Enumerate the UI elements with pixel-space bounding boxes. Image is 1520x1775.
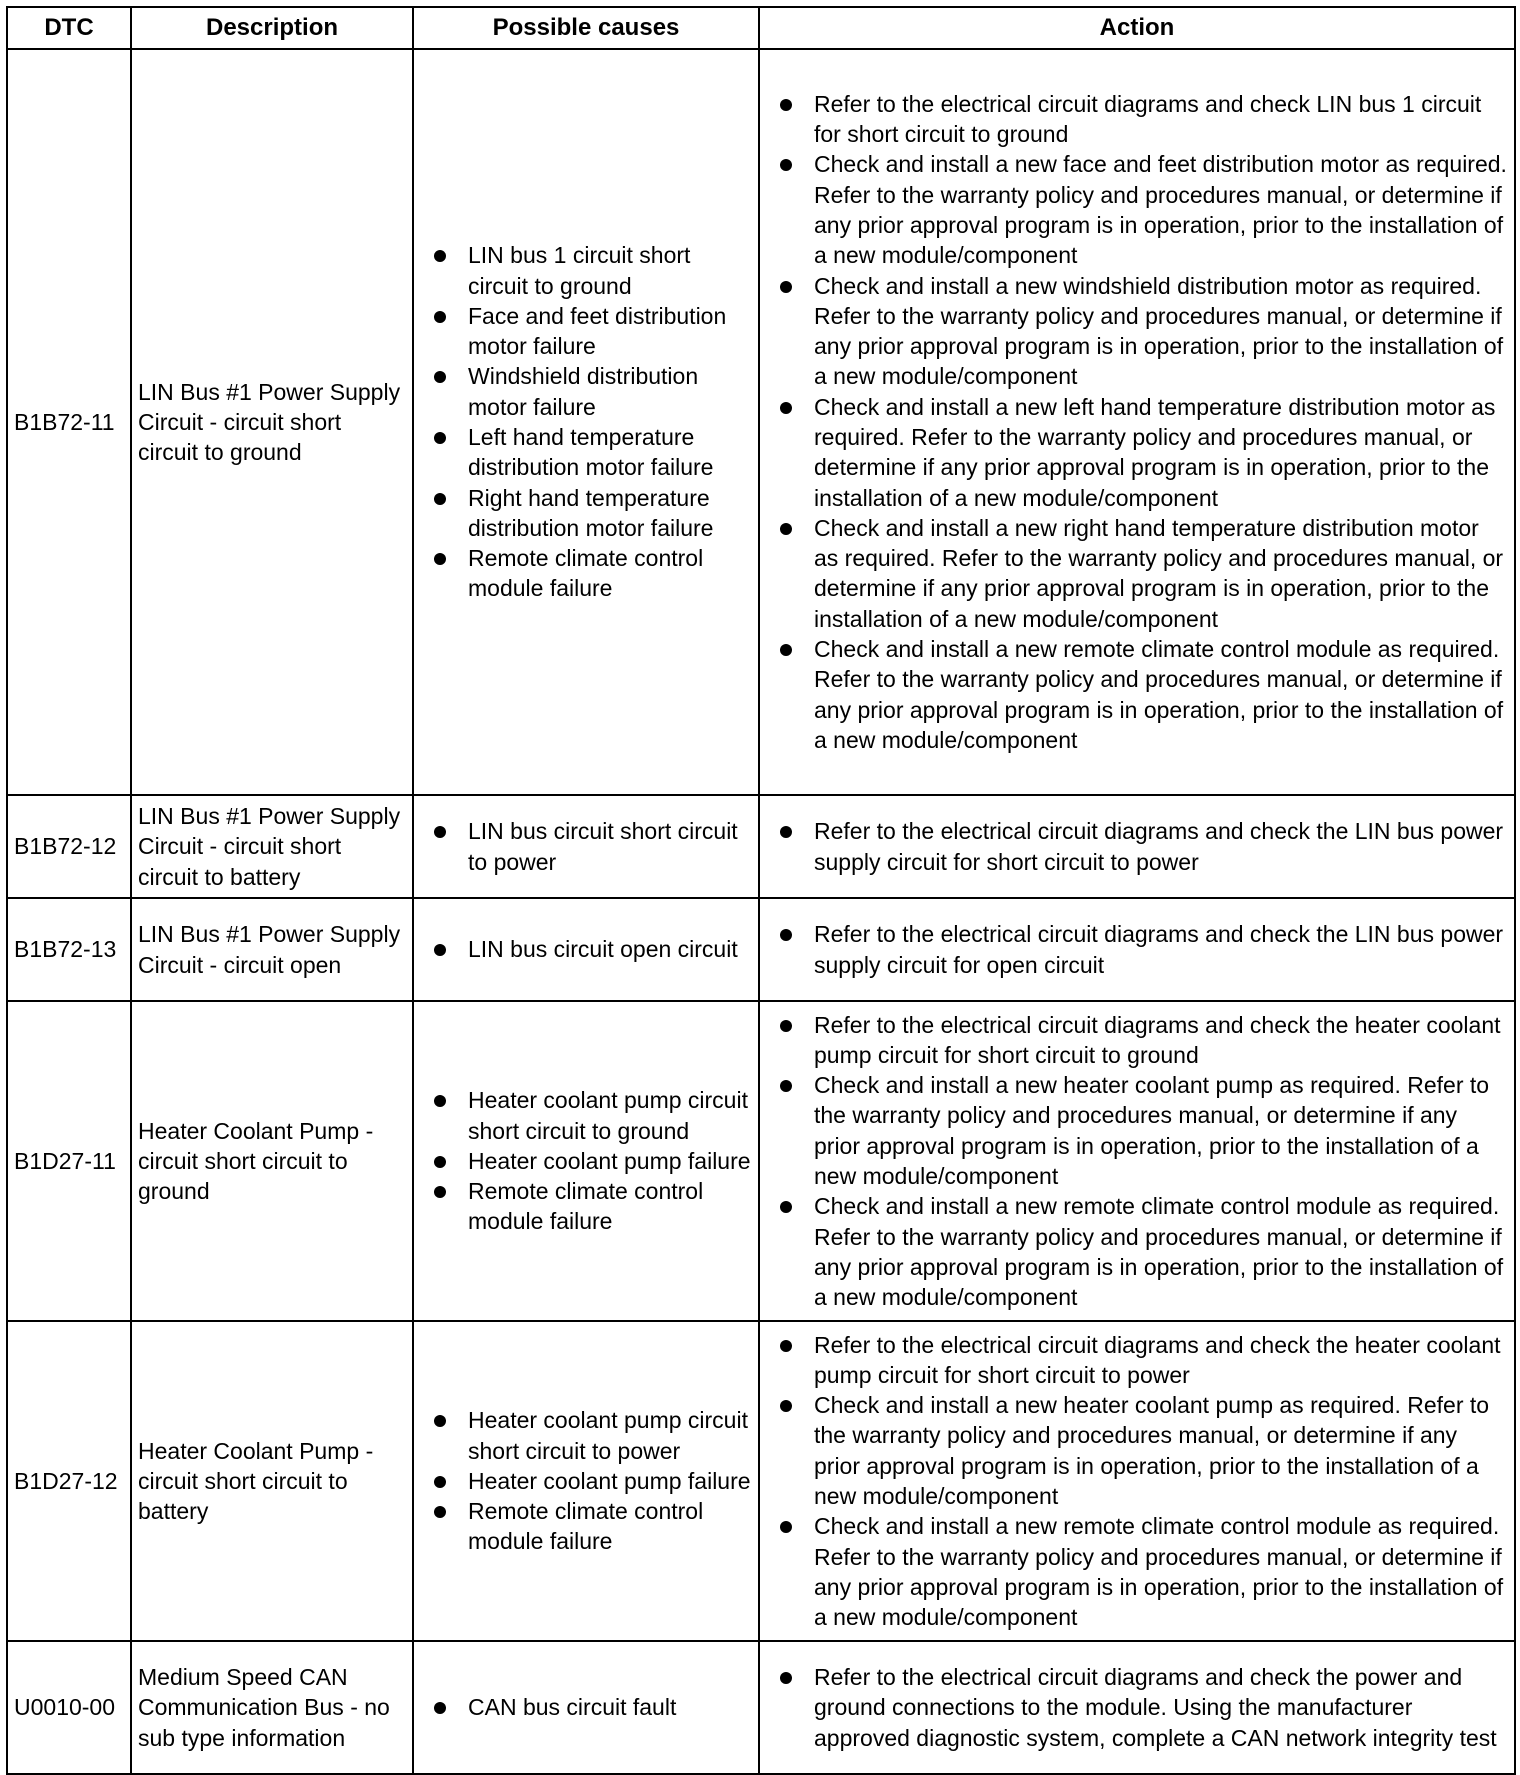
table-row <box>7 1641 1515 1774</box>
action-cell <box>759 795 1515 898</box>
table-row <box>7 795 1515 898</box>
action-list-item: Refer to the electrical circuit diagrams and check the heater coolant pump circuit for short circuit to ground <box>814 1010 1508 1071</box>
possible-causes-list <box>420 816 752 877</box>
cause-list-item: Remote climate control module failure <box>468 543 752 604</box>
action-list-item: Check and install a new right hand temperature distribution motor as required. Refer to the warranty policy and procedures manual, or determine if any prior approval program is in operation, prior to the installation of a new module/component <box>814 513 1508 634</box>
action-list <box>766 816 1508 877</box>
cause-list-item: Remote climate control module failure <box>468 1176 752 1237</box>
cause-list-item: Windshield distribution motor failure <box>468 361 752 422</box>
action-list-item: Check and install a new remote climate control module as required. Refer to the warranty policy and procedures manual, or determine if any prior approval program is in operation, prior to the installation of a new module/component <box>814 1511 1508 1632</box>
header-possible-causes: Possible causes <box>413 7 759 49</box>
dtc-code: U0010-00 <box>7 1641 131 1774</box>
cause-list-item: Heater coolant pump circuit short circuit to power <box>468 1405 752 1466</box>
action-list-item: Refer to the electrical circuit diagrams and check LIN bus 1 circuit for short circuit to ground <box>814 89 1508 150</box>
possible-causes-cell <box>413 1001 759 1321</box>
possible-causes-list <box>420 1405 752 1556</box>
possible-causes-cell <box>413 898 759 1001</box>
action-cell <box>759 898 1515 1001</box>
action-cell <box>759 1001 1515 1321</box>
action-list-item: Refer to the electrical circuit diagrams and check the heater coolant pump circuit for short circuit to power <box>814 1330 1508 1391</box>
action-list-item: Check and install a new windshield distribution motor as required. Refer to the warranty policy and procedures manual, or determine if any prior approval program is in operation, prior to the installation of a new module/component <box>814 271 1508 392</box>
action-list <box>766 919 1508 980</box>
action-list-item: Check and install a new face and feet distribution motor as required. Refer to the warranty policy and procedures manual, or determine if any prior approval program is in operation, prior to the installation of a new module/component <box>814 149 1508 270</box>
dtc-code: B1B72-13 <box>7 898 131 1001</box>
action-cell <box>759 1321 1515 1641</box>
possible-causes-list <box>420 934 752 964</box>
cause-list-item: Right hand temperature distribution motor failure <box>468 483 752 544</box>
dtc-description: LIN Bus #1 Power Supply Circuit - circuit open <box>131 898 413 1001</box>
cause-list-item: LIN bus 1 circuit short circuit to ground <box>468 240 752 301</box>
cause-list-item: Heater coolant pump failure <box>468 1146 752 1176</box>
possible-causes-cell <box>413 49 759 795</box>
dtc-description: Heater Coolant Pump - circuit short circuit to ground <box>131 1001 413 1321</box>
table-row <box>7 1001 1515 1321</box>
dtc-code: B1B72-12 <box>7 795 131 898</box>
header-description: Description <box>131 7 413 49</box>
action-cell <box>759 1641 1515 1774</box>
action-list-item: Refer to the electrical circuit diagrams and check the power and ground connections to the module. Using the manufacturer approved diagnostic system, complete a CAN network integrity test <box>814 1662 1508 1753</box>
possible-causes-list <box>420 1692 752 1722</box>
header-dtc: DTC <box>7 7 131 49</box>
table-row <box>7 49 1515 795</box>
action-list <box>766 89 1508 756</box>
cause-list-item: LIN bus circuit short circuit to power <box>468 816 752 877</box>
table-row <box>7 1321 1515 1641</box>
dtc-description: LIN Bus #1 Power Supply Circuit - circuit short circuit to battery <box>131 795 413 898</box>
dtc-table <box>6 6 1516 1775</box>
cause-list-item: Heater coolant pump failure <box>468 1466 752 1496</box>
action-list <box>766 1330 1508 1633</box>
action-list <box>766 1010 1508 1313</box>
action-list-item: Check and install a new remote climate control module as required. Refer to the warranty policy and procedures manual, or determine if any prior approval program is in operation, prior to the installation of a new module/component <box>814 1191 1508 1312</box>
action-list-item: Refer to the electrical circuit diagrams and check the LIN bus power supply circuit for short circuit to power <box>814 816 1508 877</box>
dtc-description: Heater Coolant Pump - circuit short circuit to battery <box>131 1321 413 1641</box>
action-list <box>766 1662 1508 1753</box>
dtc-code: B1B72-11 <box>7 49 131 795</box>
action-list-item: Check and install a new heater coolant pump as required. Refer to the warranty policy and procedures manual, or determine if any prior approval program is in operation, prior to the installation of a new module/component <box>814 1070 1508 1191</box>
dtc-code: B1D27-12 <box>7 1321 131 1641</box>
dtc-description: Medium Speed CAN Communication Bus - no sub type information <box>131 1641 413 1774</box>
action-list-item: Check and install a new remote climate control module as required. Refer to the warranty policy and procedures manual, or determine if any prior approval program is in operation, prior to the installation of a new module/component <box>814 634 1508 755</box>
header-row <box>7 7 1515 49</box>
dtc-code: B1D27-11 <box>7 1001 131 1321</box>
dtc-description: LIN Bus #1 Power Supply Circuit - circuit short circuit to ground <box>131 49 413 795</box>
action-list-item: Refer to the electrical circuit diagrams and check the LIN bus power supply circuit for open circuit <box>814 919 1508 980</box>
table-row <box>7 898 1515 1001</box>
cause-list-item: LIN bus circuit open circuit <box>468 934 752 964</box>
cause-list-item: Heater coolant pump circuit short circuit to ground <box>468 1085 752 1146</box>
possible-causes-cell <box>413 795 759 898</box>
possible-causes-list <box>420 240 752 604</box>
cause-list-item: CAN bus circuit fault <box>468 1692 752 1722</box>
possible-causes-list <box>420 1085 752 1236</box>
table-body <box>7 49 1515 1774</box>
possible-causes-cell <box>413 1641 759 1774</box>
cause-list-item: Remote climate control module failure <box>468 1496 752 1557</box>
cause-list-item: Face and feet distribution motor failure <box>468 301 752 362</box>
action-list-item: Check and install a new left hand temperature distribution motor as required. Refer to the warranty policy and procedures manual, or determine if any prior approval program is in operation, prior to the installation of a new module/component <box>814 392 1508 513</box>
action-list-item: Check and install a new heater coolant pump as required. Refer to the warranty policy and procedures manual, or determine if any prior approval program is in operation, prior to the installation of a new module/component <box>814 1390 1508 1511</box>
cause-list-item: Left hand temperature distribution motor failure <box>468 422 752 483</box>
possible-causes-cell <box>413 1321 759 1641</box>
action-cell <box>759 49 1515 795</box>
header-action: Action <box>759 7 1515 49</box>
